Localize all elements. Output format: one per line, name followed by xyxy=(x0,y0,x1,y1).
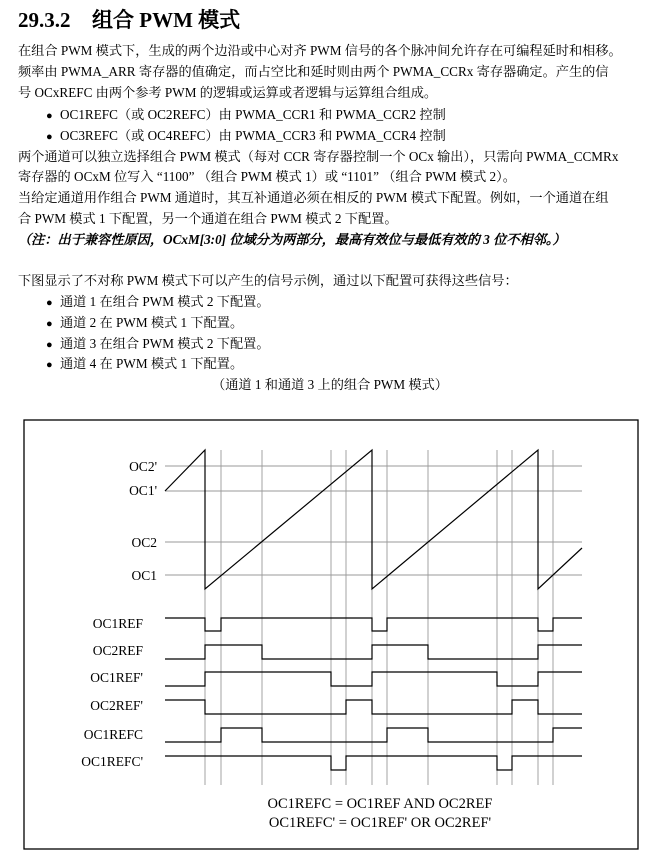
waveform-oc1refc xyxy=(165,728,582,742)
figure-caption: （通道 1 和通道 3 上的组合 PWM 模式） xyxy=(212,377,448,392)
paragraph-line: 寄存器的 OCxM 位写入 “1100” （组合 PWM 模式 1）或 “1101” （组合 PWM 模式 2）。 xyxy=(18,169,516,184)
equation-line: OC1REFC = OC1REF AND OC2REF xyxy=(267,796,493,812)
equation-line: OC1REFC' = OC1REF' OR OC2REF' xyxy=(268,815,492,831)
paragraph-line: 下图显示了不对称 PWM 模式下可以产生的信号示例，通过以下配置可获得这些信号： xyxy=(18,273,518,288)
level-label: OC1 xyxy=(131,568,157,583)
signal-label: OC1REF' xyxy=(90,670,143,685)
counter-sawtooth xyxy=(165,450,582,589)
level-label: OC1' xyxy=(129,483,157,498)
signal-label: OC1REF xyxy=(92,616,143,631)
waveform-oc2ref xyxy=(165,645,582,659)
level-gridlines xyxy=(165,466,582,575)
waveform-oc2ref-prime xyxy=(165,700,582,714)
paragraph-line: 号 OCxREFC 由两个参考 PWM 的逻辑或运算或者逻辑与运算组合组成。 xyxy=(18,85,438,100)
waveform-oc1refc-prime xyxy=(165,756,582,770)
bullet-text: 通道 1 在组合 PWM 模式 2 下配置。 xyxy=(60,294,270,309)
bullet-icon: ● xyxy=(46,318,53,330)
level-label: OC2' xyxy=(129,459,157,474)
bullet-text: OC3REFC（或 OC4REFC）由 PWMA_CCR3 和 PWMA_CCR4 控制 xyxy=(60,128,446,143)
paragraph-line: 当给定通道用作组合 PWM 通道时，其互补通道必须在相反的 PWM 模式下配置。例如，一个通道在组 xyxy=(18,190,609,205)
note-line: （注：出于兼容性原因，OCxM[3:0] 位域分为两部分，最高有效位与最低有效的 3 位不相邻。） xyxy=(18,232,566,247)
signal-label: OC1REFC xyxy=(83,727,143,742)
bullet-text: 通道 2 在 PWM 模式 1 下配置。 xyxy=(60,315,244,330)
paragraph-line: 在组合 PWM 模式下，生成的两个边沿或中心对齐 PWM 信号的各个脉冲间允许存在可编程延时和相移。 xyxy=(18,43,622,58)
level-label: OC2 xyxy=(131,535,157,550)
paragraph-line: 两个通道可以独立选择组合 PWM 模式（每对 CCR 寄存器控制一个 OCx 输出），只需向 PWMA_CCMRx xyxy=(18,149,619,164)
bullet-icon: ● xyxy=(46,110,53,122)
bullet-icon: ● xyxy=(46,339,53,351)
bullet-text: OC1REFC（或 OC2REFC）由 PWMA_CCR1 和 PWMA_CCR2 控制 xyxy=(60,107,446,122)
bullet-text: 通道 4 在 PWM 模式 1 下配置。 xyxy=(60,356,244,371)
bullet-text: 通道 3 在组合 PWM 模式 2 下配置。 xyxy=(60,336,270,351)
waveform-oc1ref-prime xyxy=(165,672,582,686)
signal-label: OC2REF xyxy=(92,643,143,658)
bullet-icon: ● xyxy=(46,359,53,371)
bullet-icon: ● xyxy=(46,297,53,309)
paragraph-line: 频率由 PWMA_ARR 寄存器的值确定，而占空比和延时则由两个 PWMA_CCRx 寄存器确定。产生的信 xyxy=(18,64,609,79)
paragraph-line: 合 PWM 模式 1 下配置，另一个通道在组合 PWM 模式 2 下配置。 xyxy=(18,211,398,226)
signal-label: OC1REFC' xyxy=(81,754,143,769)
section-title: 组合 PWM 模式 xyxy=(92,8,241,32)
waveform-oc1ref xyxy=(165,618,582,631)
section-number: 29.3.2 xyxy=(18,8,71,32)
signal-label: OC2REF' xyxy=(90,698,143,713)
bullet-icon: ● xyxy=(46,131,53,143)
